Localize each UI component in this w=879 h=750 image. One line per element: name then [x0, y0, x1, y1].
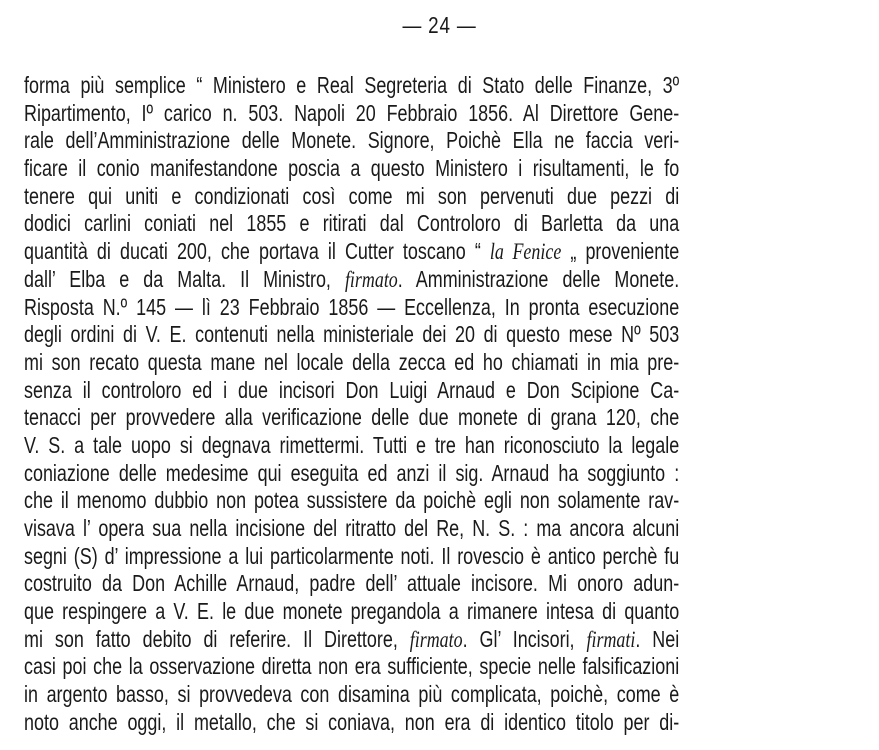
text-line-content: quantità di ducati 200, che portava il Cutter toscano “ la Fenice „ proveniente [24, 238, 680, 265]
text-line-content: rale dell’Amministrazione delle Monete. Signore, Poichè Ella ne faccia veri- [24, 127, 680, 154]
text-line [24, 238, 864, 266]
text-line [24, 294, 864, 322]
text-line [24, 487, 864, 515]
text-line [24, 598, 864, 626]
text-line [24, 127, 864, 155]
text-line-content: che il menomo dubbio non potea sussistere da poichè egli non solamente rav- [24, 487, 680, 514]
text-line [24, 432, 864, 460]
text-line-content: mi son fatto debito di referire. Il Direttore, firmato. Gl’ Incisori, firmati. Nei [24, 625, 680, 652]
text-line-content: tenere qui uniti e condizionati così come mi son pervenuti due pezzi di [24, 182, 680, 209]
text-line [24, 210, 864, 238]
text-line [24, 377, 864, 405]
text-line [24, 460, 864, 488]
text-line-content: coniazione delle medesime qui eseguita ed anzi il sig. Arnaud ha soggiunto : [24, 459, 680, 486]
text-line [24, 626, 864, 654]
text-line [24, 681, 864, 709]
text-line-content: que respingere a V. E. le due monete pregandola a rimanere intesa di quanto [24, 598, 680, 625]
text-line-content: mi son recato questa mane nel locale della zecca ed ho chiamati in mia pre- [24, 348, 680, 375]
text-line [24, 321, 864, 349]
body-text [24, 72, 864, 737]
text-line-content: casi poi che la osservazione diretta non era sufficiente, specie nelle falsificazioni [24, 653, 680, 680]
text-line-content: forma più semplice “ Ministero e Real Segreteria di Stato delle Finanze, 3º [24, 72, 680, 98]
text-line-content: ficare il conio manifestandone poscia a questo Ministero i risultamenti, le fo [24, 155, 680, 182]
text-line [24, 404, 864, 432]
text-line [24, 100, 864, 128]
text-line-content: dall’ Elba e da Malta. Il Ministro, firmato. Amministrazione delle Monete. [24, 265, 680, 292]
text-line-content: senza il controloro ed i due incisori Don Luigi Arnaud e Don Scipione Ca- [24, 376, 680, 403]
page-number: — 24 — [402, 12, 477, 38]
text-line [24, 183, 864, 211]
text-line [24, 709, 864, 737]
text-line-content: V. S. a tale uopo si degnava rimettermi. Tutti e tre han riconosciuto la legale [24, 431, 680, 458]
text-line-content: tenacci per provvedere alla verificazione delle due monete di grana 120, che [24, 404, 680, 431]
text-line [24, 653, 864, 681]
text-line [24, 72, 864, 100]
text-line-content: dodici carlini coniati nel 1855 e ritirati dal Controloro di Barletta da una [24, 210, 680, 237]
text-line-content: Risposta N.º 145 — lì 23 Febbraio 1856 — Eccellenza, In pronta esecuzione [24, 293, 680, 320]
text-line-content: segni (S) d’ impressione a lui particolarmente noti. Il rovescio è antico perchè fu [24, 542, 680, 569]
text-line-content: degli ordini di V. E. contenuti nella ministeriale dei 20 di questo mese Nº 503 [24, 321, 680, 348]
text-line [24, 515, 864, 543]
text-line [24, 570, 864, 598]
text-line [24, 155, 864, 183]
text-line-content: noto anche oggi, il metallo, che si coniava, non era di identico titolo per di- [24, 708, 680, 735]
text-line-content: visava l’ opera sua nella incisione del ritratto del Re, N. S. : ma ancora alcuni [24, 515, 680, 541]
text-line [24, 266, 864, 294]
text-line-content: costruito da Don Achille Arnaud, padre dell’ attuale incisore. Mi onoro adun- [24, 570, 680, 597]
text-line-content: in argento basso, si provvedeva con disamina più complicata, poichè, come è [24, 681, 680, 708]
text-line-content: Ripartimento, Iº carico n. 503. Napoli 20 Febbraio 1856. Al Direttore Gene- [24, 99, 680, 126]
text-line [24, 543, 864, 571]
text-line [24, 349, 864, 377]
